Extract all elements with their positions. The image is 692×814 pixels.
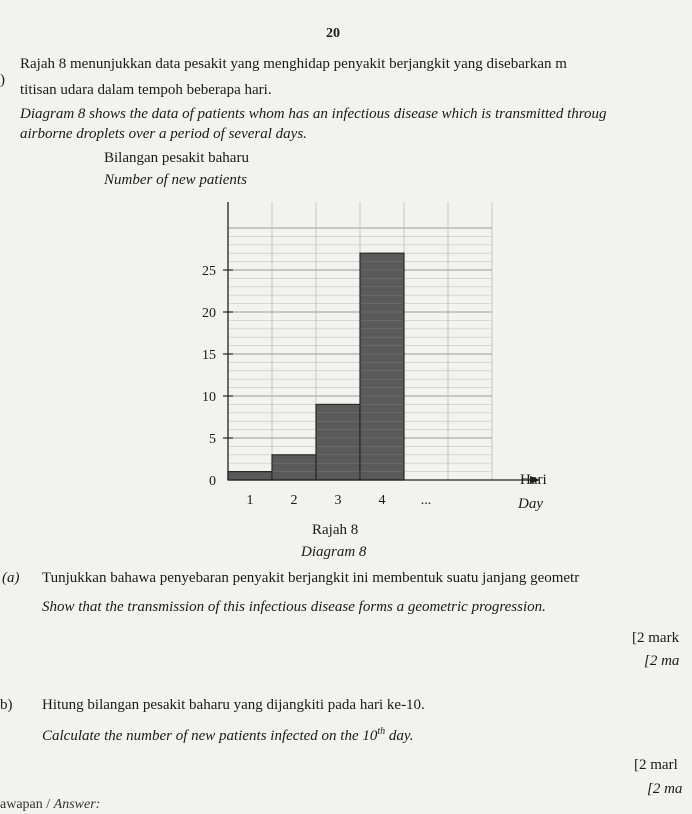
intro-english-line1: Diagram 8 shows the data of patients whom has an infectious disease which is transmitted throug <box>20 106 607 122</box>
page-number: 20 <box>326 26 340 41</box>
bar-day-3 <box>316 404 360 480</box>
part-a-marks-english: [2 ma <box>644 653 680 669</box>
chart-title-malay: Bilangan pesakit baharu <box>104 150 249 166</box>
bar-day-4 <box>360 253 404 480</box>
question-marker: ) <box>0 72 5 88</box>
answer-label-malay: awapan / <box>0 797 54 812</box>
part-b-english-tail: day. <box>385 728 414 744</box>
part-a-english: Show that the transmission of this infectious disease forms a geometric progression. <box>42 599 546 615</box>
y-tick-label: 25 <box>202 264 216 279</box>
y-tick-label: 15 <box>202 348 216 363</box>
diagram-caption-english: Diagram 8 <box>301 544 367 560</box>
y-tick-label: 0 <box>209 474 216 489</box>
chart-title-english: Number of new patients <box>104 172 247 188</box>
bar-day-1 <box>228 472 272 480</box>
part-b-marks-english: [2 ma <box>647 781 683 797</box>
part-a-marks-malay: [2 mark <box>632 630 680 646</box>
part-b-english <box>42 726 413 745</box>
intro-english-line2: airborne droplets over a period of several days. <box>20 126 307 142</box>
y-tick-label: 10 <box>202 390 216 405</box>
part-b-english-text: Calculate the number of new patients infected on the 10 <box>42 728 378 744</box>
x-tick-label: ... <box>420 493 432 508</box>
intro-malay-line1: Rajah 8 menunjukkan data pesakit yang menghidap penyakit berjangkit yang disebarkan m <box>20 56 567 72</box>
x-tick-label: 2 <box>290 493 298 508</box>
bar-day-2 <box>272 455 316 480</box>
y-tick-label: 20 <box>202 306 216 321</box>
part-b-marks-malay: [2 marl <box>634 757 678 773</box>
x-tick-label: 4 <box>378 493 386 508</box>
x-tick-label: 3 <box>334 493 342 508</box>
answer-label <box>0 797 100 813</box>
part-b-malay: Hitung bilangan pesakit baharu yang dijangkiti pada hari ke-10. <box>42 697 425 713</box>
x-axis-label-english: Day <box>518 496 543 512</box>
part-b-label: b) <box>0 697 13 713</box>
part-b-superscript: th <box>377 726 386 737</box>
x-axis-label-malay: Hari <box>520 472 547 488</box>
diagram-caption-malay: Rajah 8 <box>312 522 359 538</box>
bar-chart <box>180 190 560 520</box>
part-a-label: (a) <box>2 570 20 586</box>
x-tick-label: 1 <box>246 493 254 508</box>
intro-malay-line2: titisan udara dalam tempoh beberapa hari. <box>20 82 272 98</box>
y-tick-label: 5 <box>209 432 216 447</box>
part-a-malay: Tunjukkan bahawa penyebaran penyakit berjangkit ini membentuk suatu janjang geometr <box>42 570 580 586</box>
answer-label-english: Answer: <box>53 797 101 812</box>
